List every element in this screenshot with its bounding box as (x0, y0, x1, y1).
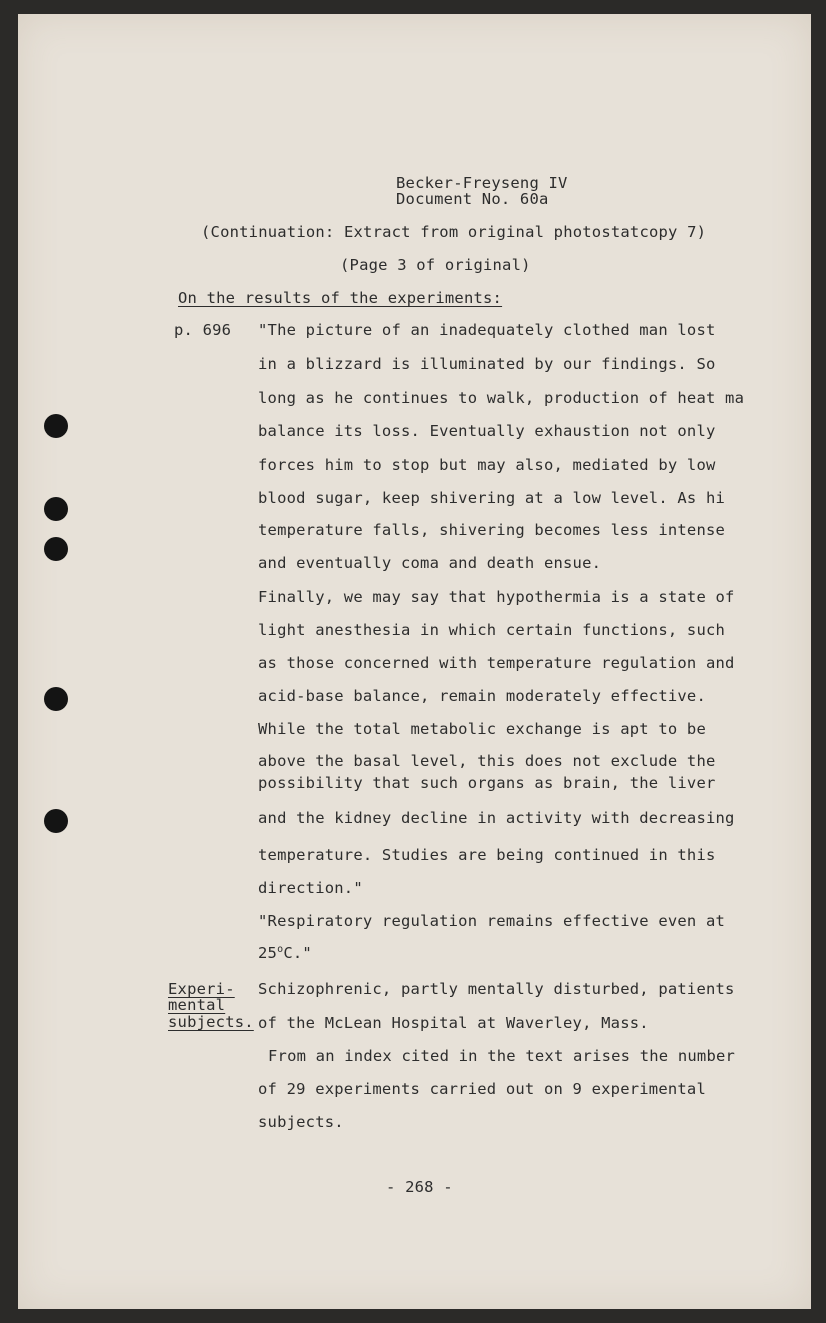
quote-line: long as he continues to walk, production of heat ma (258, 389, 745, 407)
punch-hole (44, 809, 68, 833)
quote-line: light anesthesia in which certain functions, such (258, 621, 726, 639)
subjects-line: of the McLean Hospital at Waverley, Mass. (258, 1014, 649, 1032)
respiratory-line: "Respiratory regulation remains effective even at (258, 912, 726, 930)
punch-hole (44, 497, 68, 521)
margin-label-line: Experi- (168, 980, 235, 998)
quote-line: possibility that such organs as brain, the liver (258, 774, 716, 792)
index-line: of 29 experiments carried out on 9 experimental (258, 1080, 706, 1098)
page-label: p. 696 (174, 321, 232, 339)
section-title: On the results of the experiments: (178, 289, 503, 307)
quote-line: and eventually coma and death ensue. (258, 554, 602, 572)
index-line: subjects. (258, 1113, 344, 1131)
page-reference: (Page 3 of original) (340, 256, 531, 274)
quote-line: direction." (258, 879, 363, 897)
quote-line: in a blizzard is illuminated by our findings. So (258, 355, 716, 373)
index-line: From an index cited in the text arises the number (268, 1047, 736, 1065)
temperature-unit: C." (283, 944, 312, 962)
margin-label-line: subjects. (168, 1013, 254, 1031)
margin-label-line: mental (168, 996, 226, 1014)
subjects-line: Schizophrenic, partly mentally disturbed, patients (258, 980, 735, 998)
quote-line: acid-base balance, remain moderately effective. (258, 687, 706, 705)
temperature-value: 25 (258, 944, 278, 962)
punch-hole (44, 687, 68, 711)
punch-hole (44, 537, 68, 561)
respiratory-temperature (258, 943, 312, 963)
quote-line: Finally, we may say that hypothermia is a state of (258, 588, 735, 606)
header-defendant: Becker-Freyseng IV (396, 174, 568, 192)
quote-line: above the basal level, this does not exclude the (258, 752, 716, 770)
quote-line: balance its loss. Eventually exhaustion not only (258, 422, 716, 440)
page-number: - 268 - (386, 1178, 453, 1196)
quote-line: as those concerned with temperature regulation and (258, 654, 735, 672)
quote-line: forces him to stop but may also, mediated by low (258, 456, 716, 474)
quote-line: temperature. Studies are being continued in this (258, 846, 716, 864)
continuation-note: (Continuation: Extract from original photostatcopy 7) (201, 223, 707, 241)
punch-hole (44, 414, 68, 438)
quote-line: "The picture of an inadequately clothed man lost (258, 321, 716, 339)
quote-line: While the total metabolic exchange is apt to be (258, 720, 706, 738)
quote-line: temperature falls, shivering becomes less intense (258, 521, 726, 539)
header-document-number: Document No. 60a (396, 190, 549, 208)
quote-line: blood sugar, keep shivering at a low level. As hi (258, 489, 726, 507)
degree-mark: o (277, 943, 284, 955)
quote-line: and the kidney decline in activity with decreasing (258, 809, 735, 827)
